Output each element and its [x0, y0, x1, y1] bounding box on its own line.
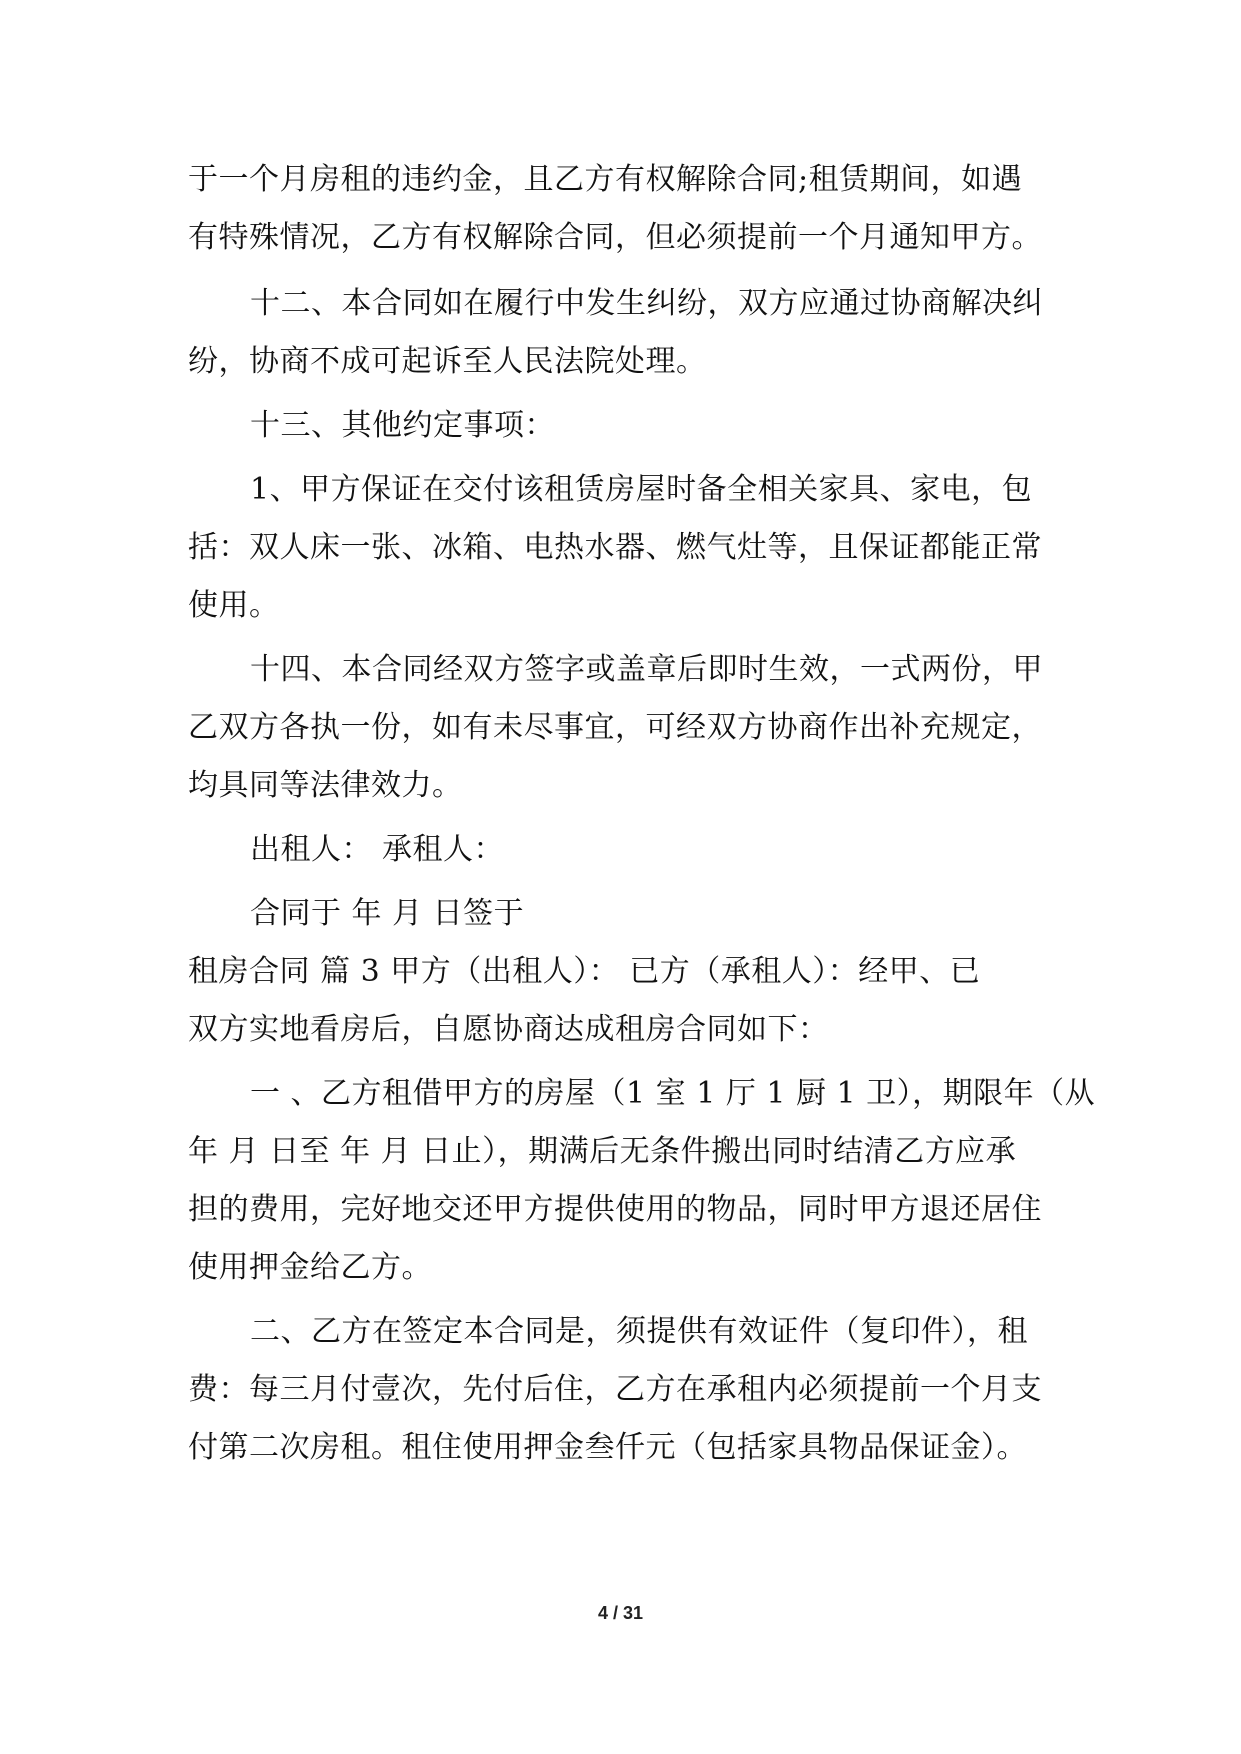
paragraph-start-line: 二、乙方在签定本合同是，须提供有效证件（复印件），租: [250, 1314, 1028, 1349]
paragraph-start-line: 一 、乙方租借甲方的房屋（1 室 1 厅 1 厨 1 卫），期限年（从: [250, 1076, 1096, 1111]
paragraph-start-line: 十三、其他约定事项：: [250, 408, 555, 443]
text-line: 乙双方各执一份，如有未尽事宜，可经双方协商作出补充规定，: [188, 710, 1042, 745]
paragraph-start-line: 十二、本合同如在履行中发生纠纷，双方应通过协商解决纠: [250, 286, 1043, 321]
page-number: 4 / 31: [597, 1603, 644, 1623]
text-line: 年 月 日至 年 月 日止），期满后无条件搬出同时结清乙方应承: [188, 1134, 1017, 1169]
text-line: 使用。: [188, 588, 280, 623]
text-line: 括：双人床一张、冰箱、电热水器、燃气灶等，且保证都能正常: [188, 530, 1042, 565]
text-line: 付第二次房租。租住使用押金叁仟元（包括家具物品保证金）。: [188, 1430, 1027, 1465]
text-line: 使用押金给乙方。: [188, 1250, 432, 1285]
text-line: 双方实地看房后，自愿协商达成租房合同如下：: [188, 1012, 829, 1047]
text-line: 担的费用，完好地交还甲方提供使用的物品，同时甲方退还居住: [188, 1192, 1042, 1227]
signature-line: 出租人： 承租人：: [250, 832, 505, 867]
text-line: 费：每三月付壹次，先付后住，乙方在承租内必须提前一个月支: [188, 1372, 1042, 1407]
text-line: 均具同等法律效力。: [188, 768, 463, 803]
text-line: 于一个月房租的违约金，且乙方有权解除合同;租赁期间，如遇: [188, 162, 1023, 197]
date-line: 合同于 年 月 日签于: [250, 896, 525, 931]
section-heading-line: 租房合同 篇 3 甲方（出租人）： 已方（承租人）：经甲、已: [188, 954, 981, 989]
paragraph-start-line: 1、甲方保证在交付该租赁房屋时备全相关家具、家电，包: [250, 472, 1033, 507]
text-line: 纷，协商不成可起诉至人民法院处理。: [188, 344, 707, 379]
text-line: 有特殊情况，乙方有权解除合同，但必须提前一个月通知甲方。: [188, 220, 1042, 255]
paragraph-start-line: 十四、本合同经双方签字或盖章后即时生效，一式两份，甲: [250, 652, 1043, 687]
